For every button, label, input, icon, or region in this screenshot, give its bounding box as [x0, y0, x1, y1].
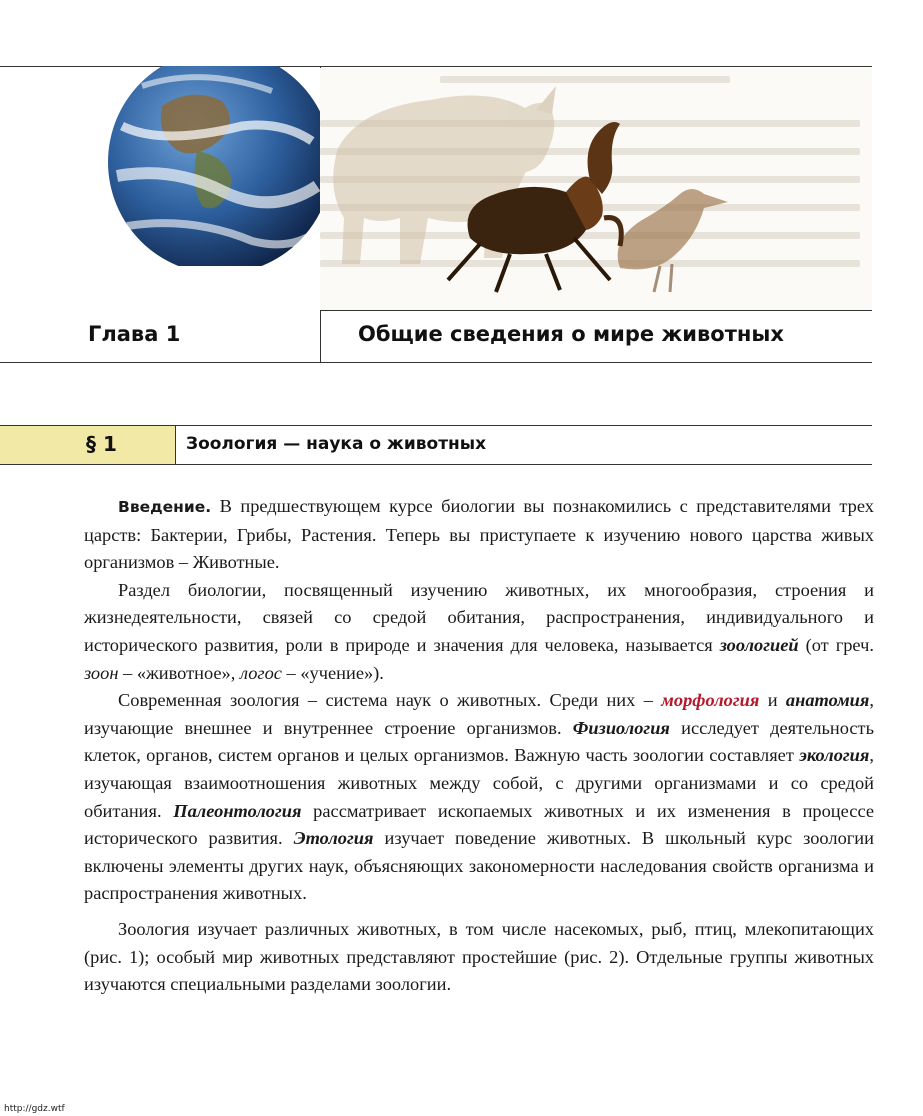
paragraph-intro	[84, 493, 874, 577]
definition-text: Раздел биологии, посвященный изучению животных, их многообразия, строения и жизнедеятельности, связей со средой обитания, распространения, индивидуального и исторического развития, роли в природе и значения для человека, называется	[84, 579, 874, 655]
term-anatomy: анатомия	[785, 690, 870, 711]
intro-text: В предшествующем курсе биологии вы познакомились с представителями трех царств: Бактерии, Грибы, Растения. Теперь вы приступаете к изучению нового царства живых организмов – Животные.	[84, 496, 874, 573]
section-bottom-rule	[0, 464, 872, 465]
definition-text: – «учение»).	[281, 662, 384, 683]
body-text	[84, 493, 874, 999]
branches-text: изучает поведение животных. В школьный курс зоологии включены элементы других наук, объясняющих закономерности наследования свойств организма и распространения животных.	[84, 828, 874, 904]
bird-drawing	[618, 189, 728, 292]
chapter-label: Глава 1	[88, 322, 181, 346]
earth-illustration	[102, 66, 320, 266]
greek-word: зоон	[84, 662, 119, 683]
term-physiology: Физиология	[572, 717, 670, 738]
paragraph-definition	[84, 577, 874, 687]
branches-text: исследует деятельность клеток, органов, систем органов и целых организмов. Важную часть зоологии составляет	[84, 717, 874, 766]
branches-text: , изучающая взаимоотношения животных между собой, с другими организмами и со средой обитания.	[84, 745, 874, 821]
branches-text: и	[759, 690, 786, 711]
branches-text: рассматривает ископаемых животных и их изменения в процессе исторического развития.	[84, 800, 874, 849]
term-ethology: Этология	[293, 828, 374, 849]
term-ecology: экология	[799, 745, 870, 766]
watermark-url: http://gdz.wtf	[4, 1104, 65, 1114]
section-number: § 1	[86, 432, 117, 456]
definition-text: (от греч.	[798, 634, 874, 655]
term-zoology: зоологией	[719, 634, 799, 655]
greek-word: логос	[239, 662, 282, 683]
paragraph-groups: Зоология изучает различных животных, в том числе насекомых, рыб, птиц, млекопитающих (рис. 1); особый мир животных представляют простейшие (рис. 2). Отдельные группы животных изучаются специальными разделами зоологии.	[84, 918, 874, 995]
section-divider	[175, 425, 176, 465]
term-morphology: морфология	[661, 690, 760, 711]
animals-illustration	[320, 68, 872, 310]
section-title: Зоология — наука о животных	[186, 434, 487, 454]
paragraph-branches	[84, 687, 874, 908]
chapter-bottom-rule	[0, 362, 872, 363]
definition-text: – «животное»,	[118, 662, 240, 683]
intro-lead: Введение.	[118, 498, 212, 516]
branches-text: Современная зоология – система наук о животных. Среди них –	[118, 690, 662, 711]
image-bottom-rule	[320, 310, 872, 311]
chapter-title: Общие сведения о мире животных	[358, 322, 784, 346]
term-paleontology: Палеонтология	[173, 800, 302, 821]
branches-text: , изучающие внешнее и внутреннее строение организмов.	[84, 690, 874, 738]
